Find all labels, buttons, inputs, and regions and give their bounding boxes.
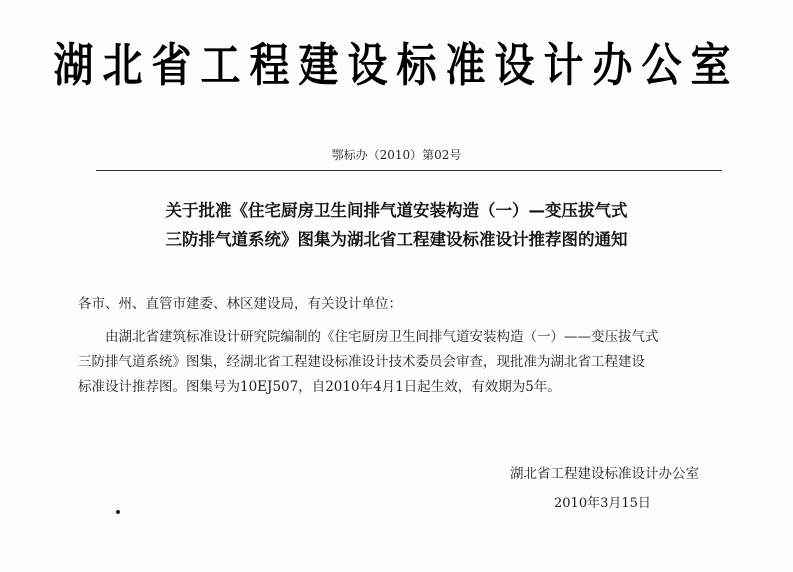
signature-organization: 湖北省工程建设标准设计办公室	[510, 466, 699, 482]
document-number: 鄂标办（2010）第02号	[331, 148, 462, 162]
notice-title	[0, 196, 793, 254]
body-line-1: 由湖北省建筑标准设计研究院编制的《住宅厨房卫生间排气道安装构造（一）——变压拔气式	[105, 329, 659, 345]
header-divider	[96, 170, 722, 171]
scan-speck	[115, 509, 120, 514]
body-line-2: 三防排气道系统》图集，经湖北省工程建设标准设计技术委员会审查，现批准为湖北省工程建设	[78, 354, 645, 370]
notice-title-line-2: 三防排气道系统》图集为湖北省工程建设标准设计推荐图的通知	[165, 230, 628, 249]
body-paragraph	[78, 325, 720, 400]
addressee-line: 各市、州、直管市建委、林区建设局，有关设计单位：	[78, 296, 402, 312]
signature-date: 2010年3月15日	[554, 496, 651, 511]
notice-title-line-1: 关于批准《住宅厨房卫生间排气道安装构造（一）—变压拔气式	[165, 201, 628, 220]
body-line-3: 标准设计推荐图。图集号为10EJ507，自2010年4月1日起生效，有效期为5年。	[78, 379, 561, 395]
office-letterhead-title: 湖北省工程建设标准设计办公室	[53, 39, 740, 93]
